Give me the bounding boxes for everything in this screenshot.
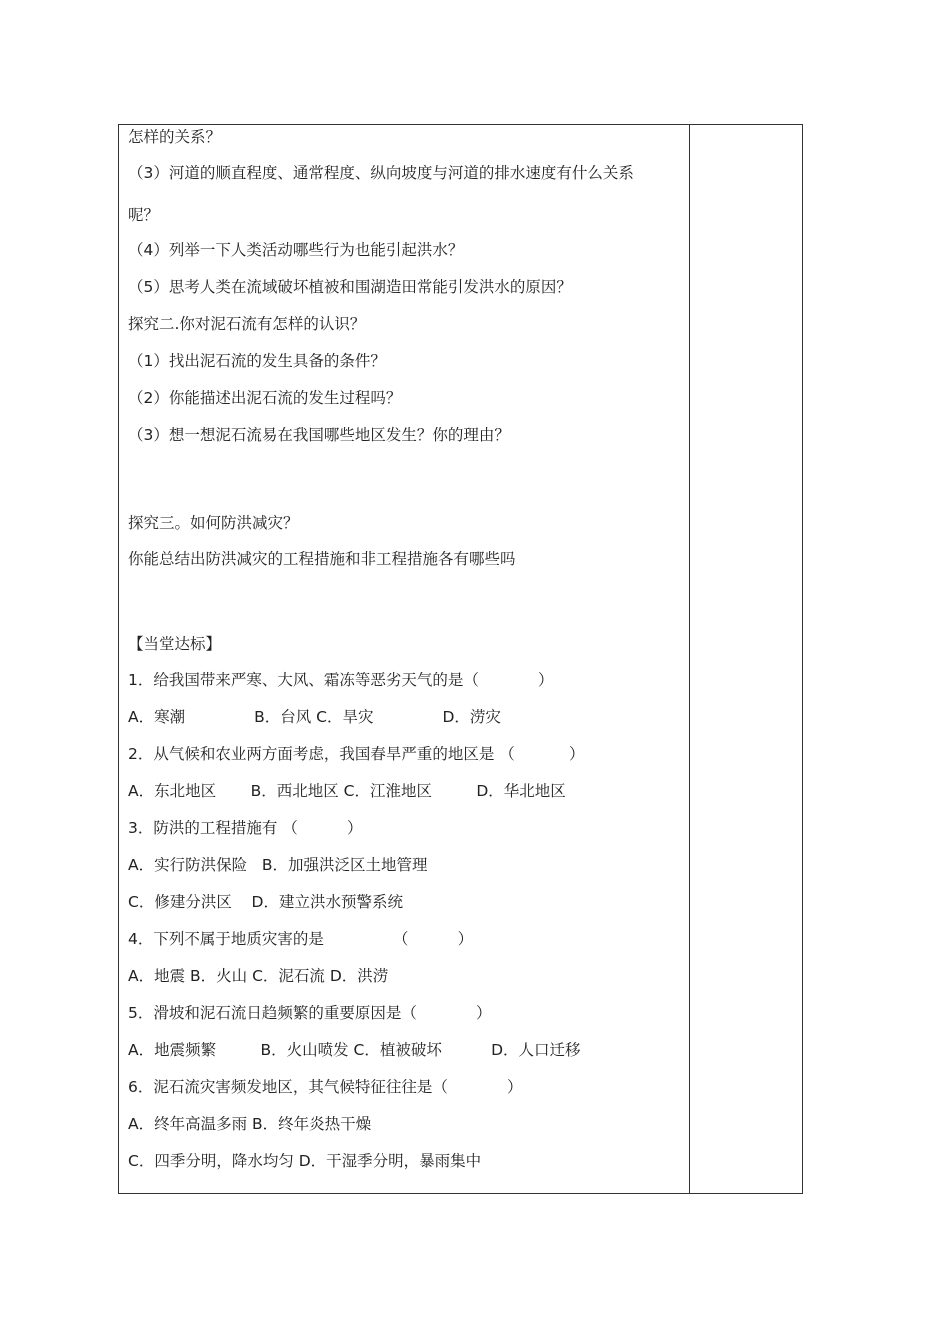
answer-options: A．寒潮 B．台风 C．旱灾 D．涝灾 bbox=[128, 708, 501, 726]
answer-options: C．四季分明，降水均匀 D．干湿季分明，暴雨集中 bbox=[128, 1152, 482, 1170]
text-line: （2）你能描述出泥石流的发生过程吗？ bbox=[128, 389, 402, 407]
question: 1．给我国带来严寒、大风、霜冻等恶劣天气的是（ ） bbox=[128, 671, 554, 689]
question: 6．泥石流灾害频发地区，其气候特征往往是（ ） bbox=[128, 1078, 523, 1096]
section-heading: 【当堂达标】 bbox=[128, 635, 222, 653]
section-heading: 探究三。如何防洪减灾？ bbox=[128, 514, 299, 532]
text-line: （4）列举一下人类活动哪些行为也能引起洪水？ bbox=[128, 241, 464, 259]
answer-options: A．地震 B．火山 C．泥石流 D．洪涝 bbox=[128, 967, 389, 985]
table-column-divider bbox=[689, 124, 690, 1194]
answer-options: C．修建分洪区 D．建立洪水预警系统 bbox=[128, 893, 403, 911]
question: 5．滑坡和泥石流日趋频繁的重要原因是（ ） bbox=[128, 1004, 492, 1022]
answer-options: A．实行防洪保险 B．加强洪泛区土地管理 bbox=[128, 856, 428, 874]
answer-options: A．东北地区 B．西北地区 C．江淮地区 D．华北地区 bbox=[128, 782, 566, 800]
question: 3．防洪的工程措施有 （ ） bbox=[128, 819, 363, 837]
section-heading: 探究二.你对泥石流有怎样的认识？ bbox=[128, 315, 366, 333]
text-line: 怎样的关系？ bbox=[128, 128, 222, 146]
question: 4．下列不属于地质灾害的是 （ ） bbox=[128, 930, 474, 948]
question: 2．从气候和农业两方面考虑，我国春旱严重的地区是 （ ） bbox=[128, 745, 585, 763]
text-line: （3）河道的顺直程度、通常程度、纵向坡度与河道的排水速度有什么关系 bbox=[128, 164, 634, 182]
answer-options: A．终年高温多雨 B．终年炎热干燥 bbox=[128, 1115, 372, 1133]
answer-options: A．地震频繁 B．火山喷发 C．植被破坏 D．人口迁移 bbox=[128, 1041, 581, 1059]
text-line: 你能总结出防洪减灾的工程措施和非工程措施各有哪些吗 bbox=[128, 550, 516, 568]
text-line: （3）想一想泥石流易在我国哪些地区发生？你的理由？ bbox=[128, 426, 510, 444]
text-line: （1）找出泥石流的发生具备的条件？ bbox=[128, 352, 386, 370]
text-line: （5）思考人类在流域破坏植被和围湖造田常能引发洪水的原因？ bbox=[128, 278, 572, 296]
text-line: 呢？ bbox=[128, 206, 160, 224]
